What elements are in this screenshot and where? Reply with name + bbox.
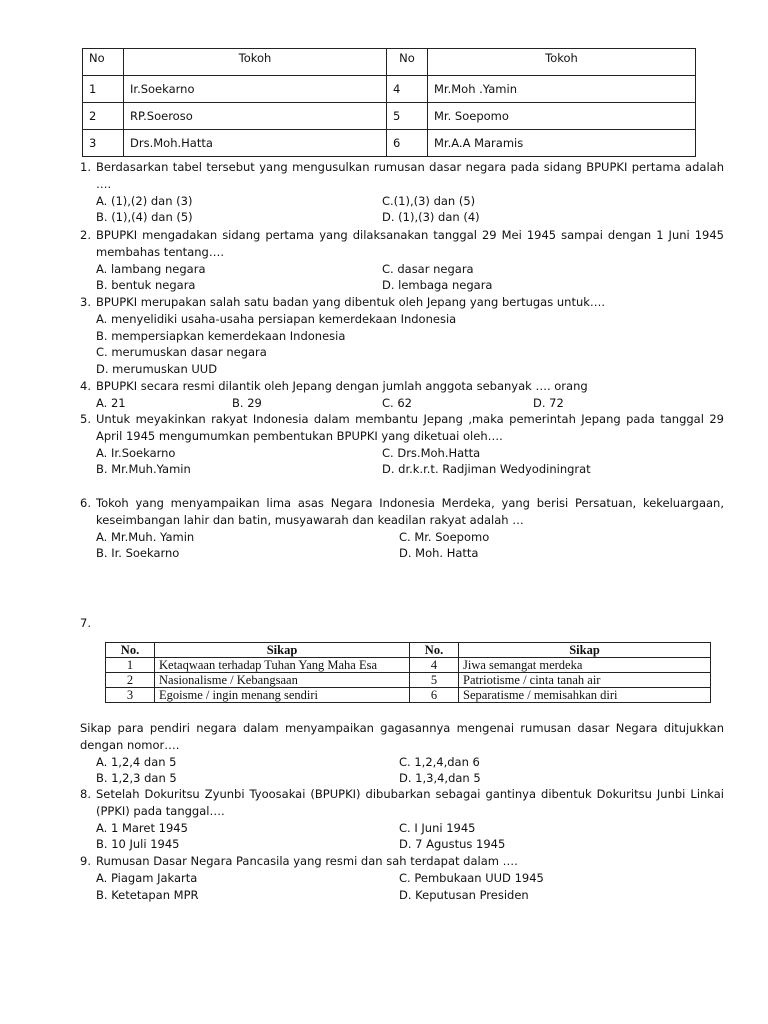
question-4 [80,378,724,412]
cell: 6 [410,688,459,703]
table-row [83,130,696,157]
question-text: BPUPKI mengadakan sidang pertama yang dilaksanakan tanggal 29 Mei 1945 sampai dengan 1 Juni 1945 membahas tentang…. [96,228,724,259]
cell: Ir.Soekarno [124,76,387,103]
header-sikap-1: Sikap [155,643,410,658]
question-text: Tokoh yang menyampaikan lima asas Negara Indonesia Merdeka, yang berisi Persatuan, kekeluargaan, keseimbangan lahir dan batin, musyawarah dan keadilan rakyat adalah … [96,496,724,527]
option-b: B. (1),(4) dan (5) [96,210,193,225]
cell: 1 [83,76,124,103]
option-b: B. Mr.Muh.Yamin [96,462,191,477]
question-1 [80,159,724,226]
option-a: A. lambang negara [96,261,206,276]
question-number: 7. [80,616,91,630]
question-number: 1. [80,160,91,174]
question-6 [80,495,724,562]
option-d: D. Keputusan Presiden [399,887,529,902]
cell: Jiwa semangat merdeka [459,658,711,673]
question-number: 4. [80,379,91,393]
header-no-1: No [83,49,124,76]
question-text: Untuk meyakinkan rakyat Indonesia dalam membantu Jepang ,maka pemerintah Jepang pada tanggal 29 April 1945 mengumumkan pembentukan BPUPKI yang diketuai oleh…. [96,412,724,443]
cell: 4 [410,658,459,673]
options [96,820,724,854]
option-b: B. Ketetapan MPR [96,887,199,902]
cell: Egoisme / ingin menang sendiri [155,688,410,703]
option-d: D. 72 [533,395,564,410]
cell: 3 [83,130,124,157]
option-d: D. merumuskan UUD [96,362,218,377]
cell: 2 [83,103,124,130]
header-no-2: No. [410,643,459,658]
cell: Mr.A.A Maramis [428,130,696,157]
cell: Drs.Moh.Hatta [124,130,387,157]
option-d: D. 7 Agustus 1945 [399,837,506,852]
header-tokoh-1: Tokoh [124,49,387,76]
question-text: Sikap para pendiri negara dalam menyampaikan gagasannya mengenai rumusan dasar Negara ditujukkan dengan nomor…. [80,721,724,752]
option-b: B. Ir. Soekarno [96,546,180,561]
question-text: BPUPKI secara resmi dilantik oleh Jepang dengan jumlah anggota sebanyak …. orang [96,379,588,393]
option-b: B. 1,2,3 dan 5 [96,771,177,786]
option-c: C. Pembukaan UUD 1945 [399,870,544,885]
question-3 [80,294,724,378]
option-b: B. 10 Juli 1945 [96,837,180,852]
option-c: C. I Juni 1945 [399,820,476,835]
option-b: B. bentuk negara [96,278,196,293]
options [96,445,724,479]
options [96,529,724,563]
tokoh-table [82,48,696,157]
options [96,311,724,378]
question-5 [80,411,724,478]
option-b: B. 29 [232,395,262,410]
table-row [83,76,696,103]
question-number: 3. [80,295,91,309]
sikap-table [105,642,711,703]
header-tokoh-2: Tokoh [428,49,696,76]
question-2 [80,227,724,294]
option-a: A. Ir.Soekarno [96,445,176,460]
cell: Mr. Soepomo [428,103,696,130]
cell: 5 [387,103,428,130]
question-text: Rumusan Dasar Negara Pancasila yang resmi dan sah terdapat dalam …. [96,854,518,868]
question-8 [80,786,724,853]
option-a: A. (1),(2) dan (3) [96,193,193,208]
option-a: A. Mr.Muh. Yamin [96,529,195,544]
question-7 [80,720,724,787]
option-d: D. lembaga negara [382,278,493,293]
cell: 2 [106,673,155,688]
header-no-1: No. [106,643,155,658]
option-c: C. Drs.Moh.Hatta [382,445,481,460]
option-c: C. Mr. Soepomo [399,529,490,544]
table-row [106,658,711,673]
options [96,395,724,412]
cell: RP.Soeroso [124,103,387,130]
cell: 6 [387,130,428,157]
option-b: B. mempersiapkan kemerdekaan Indonesia [96,328,346,343]
option-a: A. menyelidiki usaha-usaha persiapan kemerdekaan Indonesia [96,311,457,326]
question-7-number [80,615,724,632]
question-number: 2. [80,228,91,242]
cell: Mr.Moh .Yamin [428,76,696,103]
question-number: 6. [80,496,91,510]
table-header-row [83,49,696,76]
cell: 3 [106,688,155,703]
options [96,870,724,904]
option-c: C. merumuskan dasar negara [96,345,267,360]
option-a: A. Piagam Jakarta [96,870,198,885]
cell: Separatisme / memisahkan diri [459,688,711,703]
question-number: 5. [80,412,91,426]
option-c: C. 62 [382,395,412,410]
option-a: A. 1,2,4 dan 5 [96,754,177,769]
table-header-row [106,643,711,658]
option-c: C. dasar negara [382,261,474,276]
cell: Nasionalisme / Kebangsaan [155,673,410,688]
option-d: D. 1,3,4,dan 5 [399,771,481,786]
table-row [106,688,711,703]
options [96,754,724,788]
option-d: D. dr.k.r.t. Radjiman Wedyodiningrat [382,462,591,477]
option-c: C. 1,2,4,dan 6 [399,754,480,769]
cell: Ketaqwaan terhadap Tuhan Yang Maha Esa [155,658,410,673]
options [96,193,724,227]
header-no-2: No [387,49,428,76]
option-d: D. Moh. Hatta [399,546,479,561]
question-text: Berdasarkan tabel tersebut yang mengusulkan rumusan dasar negara pada sidang BPUPKI pertama adalah …. [96,160,724,191]
question-number: 8. [80,787,91,801]
option-a: A. 21 [96,395,126,410]
header-sikap-2: Sikap [459,643,711,658]
cell: 1 [106,658,155,673]
table-row [106,673,711,688]
cell: Patriotisme / cinta tanah air [459,673,711,688]
question-text: BPUPKI merupakan salah satu badan yang dibentuk oleh Jepang yang bertugas untuk…. [96,295,606,309]
options [96,261,724,295]
option-d: D. (1),(3) dan (4) [382,210,480,225]
table-row [83,103,696,130]
cell: 5 [410,673,459,688]
question-9 [80,853,724,903]
cell: 4 [387,76,428,103]
question-text: Setelah Dokuritsu Zyunbi Tyoosakai (BPUPKI) dibubarkan sebagai gantinya dibentuk Dokuritsu Junbi Linkai (PPKI) pada tanggal…. [96,787,724,818]
question-number: 9. [80,854,91,868]
option-c: C.(1),(3) dan (5) [382,193,476,208]
option-a: A. 1 Maret 1945 [96,820,188,835]
